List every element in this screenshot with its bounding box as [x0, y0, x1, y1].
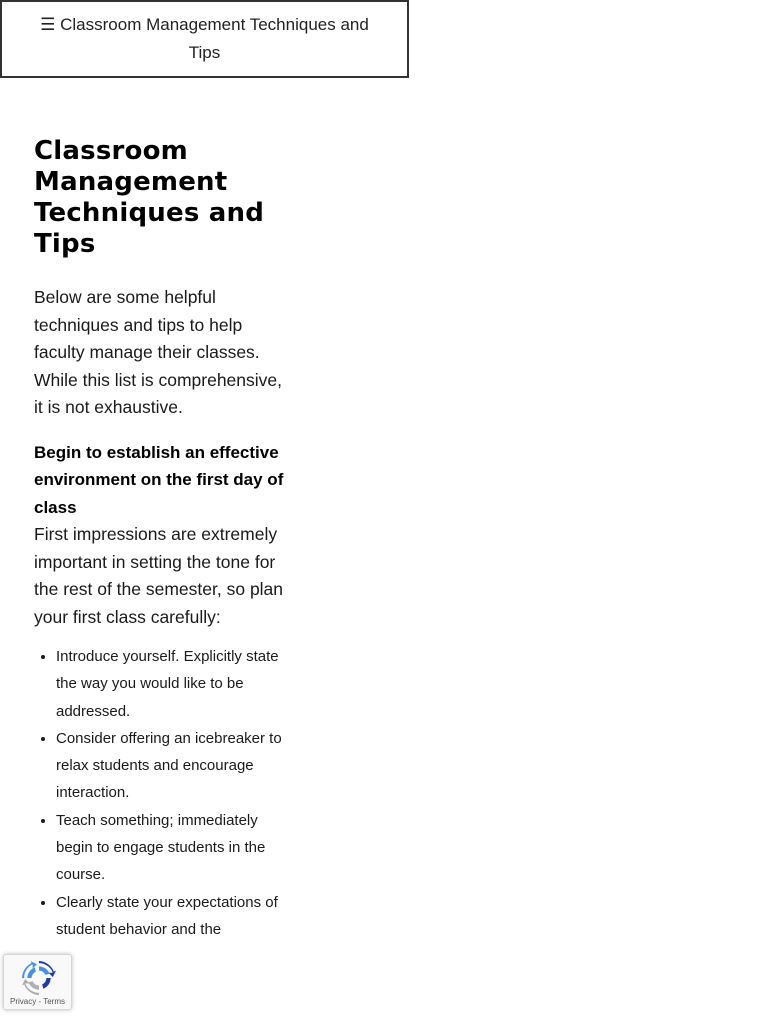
list-item: • Clearly state your expectations of student behavior and the	[56, 889, 288, 944]
section-body: First impressions are extremely important in setting the tone for the rest of the semester, so plan your first class carefully:	[34, 524, 284, 627]
tips-list	[34, 643, 288, 943]
table-of-contents-toggle[interactable]	[0, 0, 409, 78]
list-item: • Consider offering an icebreaker to relax students and encourage interaction.	[56, 725, 288, 807]
recaptcha-terms-link[interactable]: Terms	[43, 997, 65, 1006]
intro-paragraph: Below are some helpful techniques and tips to help faculty manage their classes. While this list is comprehensive, it is not exhaustive.	[34, 287, 282, 417]
recaptcha-links	[4, 997, 71, 1007]
section-heading: Begin to establish an effective environment on the first day of class	[34, 442, 284, 517]
list-item: • Teach something; immediately begin to engage students in the course.	[56, 807, 288, 889]
page-title: Classroom Management Techniques and Tips	[34, 136, 265, 259]
list-item: • Introduce yourself. Explicitly state the way you would like to be addressed.	[56, 643, 288, 725]
recaptcha-logo-icon	[22, 961, 56, 995]
recaptcha-privacy-link[interactable]: Privacy	[10, 997, 37, 1006]
hamburger-menu-icon: ☰	[40, 15, 61, 34]
recaptcha-separator: -	[38, 997, 44, 1006]
toc-label: Classroom Management Techniques and Tips	[60, 15, 369, 62]
article-content	[34, 136, 288, 943]
recaptcha-badge[interactable]	[3, 954, 72, 1010]
